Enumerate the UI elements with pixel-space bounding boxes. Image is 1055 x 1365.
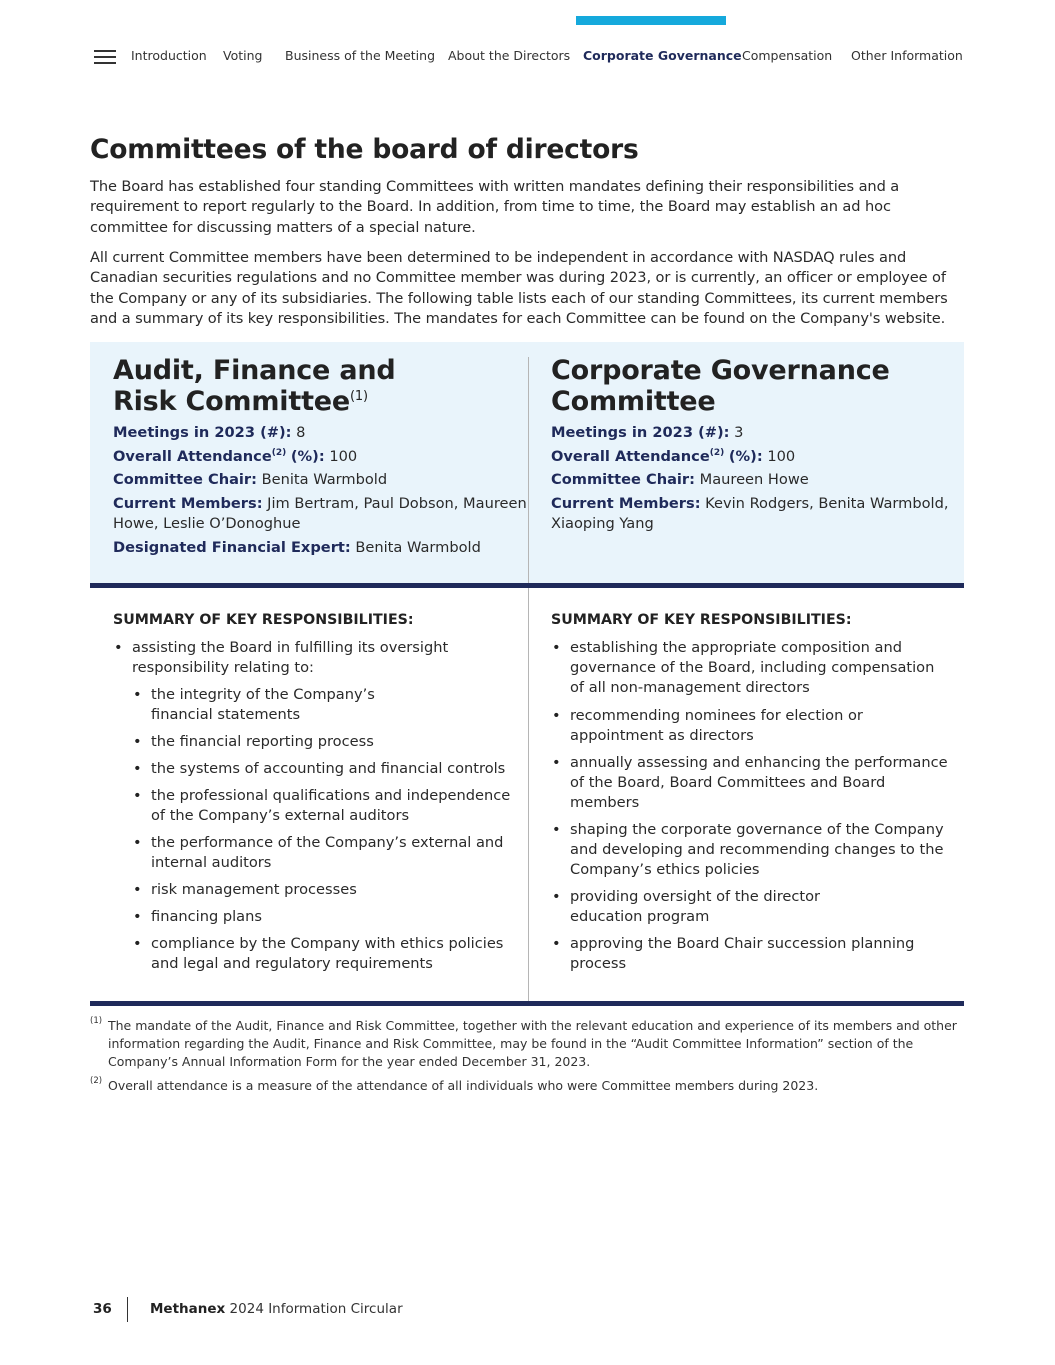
current-members: Current Members: Kevin Rodgers, Benita Warmbold, Xiaoping Yang (551, 495, 949, 532)
list-item: • the integrity of the Company’s financial statements (151, 685, 396, 725)
list-item: • risk management processes (151, 880, 531, 900)
committee-chair: Committee Chair: Benita Warmbold (113, 471, 388, 488)
column-divider (528, 357, 529, 583)
footnote-1: The mandate of the Audit, Finance and Risk Committee, together with the relevant education and experience of its members and other information regarding the Audit, Finance and Risk Committee, may be found in the “Audit Committee Information” section of the Company’s Annual Information Form for the year ended December 31, 2023. (108, 1018, 957, 1069)
list-item: • compliance by the Company with ethics policies and legal and regulatory requirements (151, 934, 511, 974)
page-number: 36 (93, 1301, 112, 1317)
nav-business-of-the-meeting[interactable]: Business of the Meeting (285, 48, 435, 63)
overall-attendance: Overall Attendance$^{(2)}$ (%): 100 (551, 448, 796, 465)
footnote-2: Overall attendance is a measure of the attendance of all individuals who were Committee members during 2023. (108, 1078, 819, 1093)
column-divider (528, 588, 529, 1001)
nav-about-the-directors[interactable]: About the Directors (448, 48, 571, 63)
committee-title: Corporate Governance Committee (551, 355, 890, 417)
summary-heading: SUMMARY OF KEY RESPONSIBILITIES: (113, 612, 414, 628)
list-item: • shaping the corporate governance of the Company and developing and recommending changes to the Company’s ethics policies (570, 820, 948, 881)
list-item: • financing plans (151, 907, 531, 927)
intro-paragraph: The Board has established four standing Committees with written mandates defining their responsibilities and a requirement to report regularly to the Board. In addition, from time to time, the Board may establish an ad hoc committee for discussing matters of a special nature. (90, 178, 900, 236)
committee-title: Audit, Finance and Risk Committee$^{(1)}$ (113, 355, 396, 417)
nav-other-information[interactable]: Other Information (851, 48, 963, 63)
list-item: • the performance of the Company’s external and internal auditors (151, 833, 511, 873)
list-item: • establishing the appropriate composition and governance of the Board, including compensation of all non-management directors (570, 638, 940, 699)
section-rule (90, 1001, 964, 1006)
top-navigation (0, 44, 1055, 68)
section-rule (90, 583, 964, 588)
footnote-mark: (1) (90, 1016, 103, 1026)
committee-chair: Committee Chair: Maureen Howe (551, 471, 809, 488)
list-item: • recommending nominees for election or appointment as directors (570, 706, 880, 746)
list-item: • the professional qualifications and independence of the Company’s external auditors (151, 786, 521, 826)
nav-introduction[interactable]: Introduction (131, 48, 207, 63)
current-members: Current Members: Jim Bertram, Paul Dobson, Maureen Howe, Leslie O’Donoghue (113, 495, 527, 532)
list-item: • the financial reporting process (151, 732, 531, 752)
list-item: • providing oversight of the director education program (570, 887, 830, 927)
list-item: • the systems of accounting and financial controls (151, 759, 531, 779)
nav-compensation[interactable]: Compensation (742, 48, 833, 63)
hamburger-menu-icon[interactable] (94, 50, 116, 64)
brand-name: Methanex (150, 1301, 226, 1317)
footnote-ref: (1) (350, 389, 368, 404)
page-footer (0, 1296, 1055, 1324)
meetings-count: Meetings in 2023 (#): 8 (113, 424, 306, 441)
footer-divider (127, 1297, 128, 1322)
summary-heading: SUMMARY OF KEY RESPONSIBILITIES: (551, 612, 852, 628)
nav-corporate-governance[interactable]: Corporate Governance (583, 48, 742, 63)
nav-voting[interactable]: Voting (223, 48, 263, 63)
meetings-count: Meetings in 2023 (#): 3 (551, 424, 744, 441)
list-item: • assisting the Board in fulfilling its oversight responsibility relating to: (132, 638, 527, 678)
footer-document-title: Methanex 2024 Information Circular (150, 1301, 403, 1317)
footnote-mark: (2) (90, 1076, 103, 1086)
overall-attendance: Overall Attendance$^{(2)}$ (%): 100 (113, 448, 358, 465)
active-section-indicator (576, 16, 726, 25)
independence-paragraph: All current Committee members have been determined to be independent in accordance with NASDAQ rules and Canadian securities regulations and no Committee member was during 2023, or is currently, an officer or employee of the Company or any of its subsidiaries. The following table lists each of our standing Committees, its current members and a summary of its key responsibilities. The mandates for each Committee can be found on the Company's website. (90, 249, 948, 327)
financial-expert: Designated Financial Expert: Benita Warmbold (113, 539, 481, 556)
list-item: • approving the Board Chair succession planning process (570, 934, 940, 974)
list-item: • annually assessing and enhancing the performance of the Board, Board Committees and Board members (570, 753, 948, 814)
page-title: Committees of the board of directors (90, 134, 639, 165)
